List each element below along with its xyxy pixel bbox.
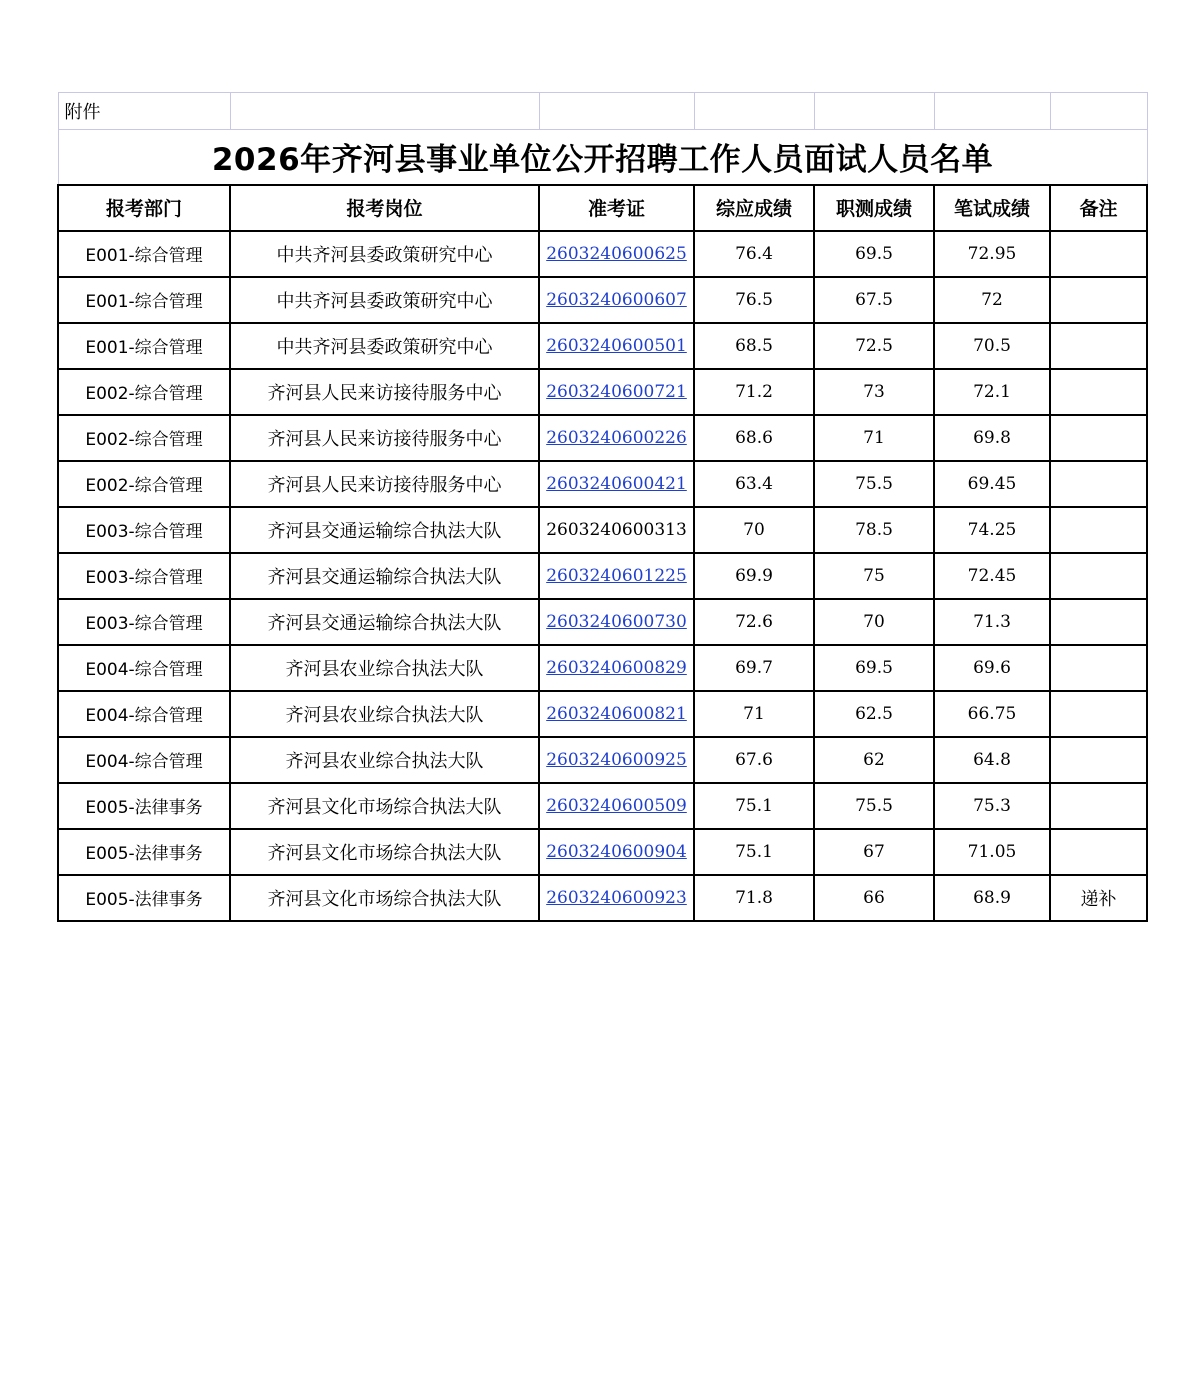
post-cell: 齐河县人民来访接待服务中心 <box>230 415 539 461</box>
zy-score-cell: 70 <box>694 507 814 553</box>
written-score-cell: 68.9 <box>934 875 1050 921</box>
note-cell <box>1050 783 1147 829</box>
dept-cell: E003-综合管理 <box>58 507 230 553</box>
ticket-link[interactable]: 2603240600509 <box>546 795 687 816</box>
written-score-cell: 64.8 <box>934 737 1050 783</box>
note-cell <box>1050 553 1147 599</box>
note-cell <box>1050 461 1147 507</box>
zy-score-cell: 71.2 <box>694 369 814 415</box>
zc-score-cell: 69.5 <box>814 645 934 691</box>
post-cell: 齐河县文化市场综合执法大队 <box>230 783 539 829</box>
zy-score-cell: 69.7 <box>694 645 814 691</box>
empty-cell <box>694 93 814 130</box>
attachment-row <box>58 93 1147 130</box>
header-zy-score: 综应成绩 <box>694 185 814 231</box>
zc-score-cell: 71 <box>814 415 934 461</box>
dept-cell: E004-综合管理 <box>58 691 230 737</box>
table-row <box>58 645 1147 691</box>
interview-list-table <box>57 92 1148 922</box>
dept-cell: E002-综合管理 <box>58 461 230 507</box>
written-score-cell: 75.3 <box>934 783 1050 829</box>
ticket-cell[interactable] <box>539 461 694 507</box>
table-row <box>58 231 1147 277</box>
ticket-link[interactable]: 2603240600821 <box>546 703 687 724</box>
zc-score-cell: 67 <box>814 829 934 875</box>
table-row <box>58 875 1147 921</box>
table-row <box>58 277 1147 323</box>
note-cell <box>1050 231 1147 277</box>
zy-score-cell: 71 <box>694 691 814 737</box>
zy-score-cell: 69.9 <box>694 553 814 599</box>
table-row <box>58 691 1147 737</box>
post-cell: 齐河县交通运输综合执法大队 <box>230 599 539 645</box>
zc-score-cell: 70 <box>814 599 934 645</box>
post-cell: 齐河县文化市场综合执法大队 <box>230 875 539 921</box>
written-score-cell: 72.95 <box>934 231 1050 277</box>
ticket-cell[interactable] <box>539 323 694 369</box>
zc-score-cell: 69.5 <box>814 231 934 277</box>
note-cell <box>1050 277 1147 323</box>
ticket-cell[interactable] <box>539 737 694 783</box>
ticket-cell[interactable] <box>539 691 694 737</box>
written-score-cell: 69.8 <box>934 415 1050 461</box>
table-row <box>58 783 1147 829</box>
ticket-link[interactable]: 2603240600904 <box>546 841 687 862</box>
post-cell: 齐河县农业综合执法大队 <box>230 645 539 691</box>
zy-score-cell: 76.5 <box>694 277 814 323</box>
table-row <box>58 323 1147 369</box>
ticket-cell[interactable] <box>539 553 694 599</box>
empty-cell <box>230 93 539 130</box>
post-cell: 齐河县文化市场综合执法大队 <box>230 829 539 875</box>
note-cell <box>1050 829 1147 875</box>
zc-score-cell: 73 <box>814 369 934 415</box>
ticket-link[interactable]: 2603240600501 <box>546 335 687 356</box>
zy-score-cell: 63.4 <box>694 461 814 507</box>
header-written-score: 笔试成绩 <box>934 185 1050 231</box>
note-cell <box>1050 507 1147 553</box>
dept-cell: E003-综合管理 <box>58 553 230 599</box>
note-cell <box>1050 737 1147 783</box>
post-cell: 齐河县人民来访接待服务中心 <box>230 369 539 415</box>
zy-score-cell: 75.1 <box>694 783 814 829</box>
zc-score-cell: 66 <box>814 875 934 921</box>
post-cell: 中共齐河县委政策研究中心 <box>230 323 539 369</box>
ticket-cell[interactable] <box>539 783 694 829</box>
post-cell: 齐河县人民来访接待服务中心 <box>230 461 539 507</box>
zc-score-cell: 67.5 <box>814 277 934 323</box>
written-score-cell: 71.3 <box>934 599 1050 645</box>
written-score-cell: 71.05 <box>934 829 1050 875</box>
ticket-link[interactable]: 2603240600226 <box>546 427 687 448</box>
ticket-cell[interactable] <box>539 369 694 415</box>
zy-score-cell: 68.6 <box>694 415 814 461</box>
ticket-cell[interactable] <box>539 231 694 277</box>
note-cell <box>1050 691 1147 737</box>
table-row <box>58 553 1147 599</box>
dept-cell: E004-综合管理 <box>58 737 230 783</box>
post-cell: 齐河县交通运输综合执法大队 <box>230 553 539 599</box>
dept-cell: E004-综合管理 <box>58 645 230 691</box>
dept-cell: E001-综合管理 <box>58 277 230 323</box>
zc-score-cell: 62 <box>814 737 934 783</box>
ticket-link[interactable]: 2603240600625 <box>546 243 687 264</box>
ticket-number: 2603240600313 <box>546 519 687 540</box>
ticket-cell[interactable] <box>539 599 694 645</box>
written-score-cell: 74.25 <box>934 507 1050 553</box>
zy-score-cell: 71.8 <box>694 875 814 921</box>
table-row <box>58 507 1147 553</box>
written-score-cell: 70.5 <box>934 323 1050 369</box>
ticket-cell[interactable] <box>539 277 694 323</box>
empty-cell <box>934 93 1050 130</box>
ticket-link[interactable]: 2603240600923 <box>546 887 687 908</box>
post-cell: 中共齐河县委政策研究中心 <box>230 277 539 323</box>
written-score-cell: 69.6 <box>934 645 1050 691</box>
written-score-cell: 72.45 <box>934 553 1050 599</box>
ticket-link[interactable]: 2603240600607 <box>546 289 687 310</box>
empty-cell <box>814 93 934 130</box>
ticket-cell <box>539 507 694 553</box>
ticket-cell[interactable] <box>539 875 694 921</box>
table-row <box>58 829 1147 875</box>
post-cell: 齐河县交通运输综合执法大队 <box>230 507 539 553</box>
written-score-cell: 72 <box>934 277 1050 323</box>
ticket-link[interactable]: 2603240601225 <box>546 565 687 586</box>
zy-score-cell: 67.6 <box>694 737 814 783</box>
zc-score-cell: 75.5 <box>814 783 934 829</box>
ticket-link[interactable]: 2603240600730 <box>546 611 687 632</box>
ticket-cell[interactable] <box>539 829 694 875</box>
ticket-cell[interactable] <box>539 415 694 461</box>
header-zc-score: 职测成绩 <box>814 185 934 231</box>
ticket-cell[interactable] <box>539 645 694 691</box>
dept-cell: E002-综合管理 <box>58 369 230 415</box>
zy-score-cell: 75.1 <box>694 829 814 875</box>
dept-cell: E005-法律事务 <box>58 875 230 921</box>
written-score-cell: 72.1 <box>934 369 1050 415</box>
dept-cell: E001-综合管理 <box>58 323 230 369</box>
zy-score-cell: 76.4 <box>694 231 814 277</box>
note-cell <box>1050 645 1147 691</box>
note-cell: 递补 <box>1050 875 1147 921</box>
table-row <box>58 599 1147 645</box>
table-row <box>58 737 1147 783</box>
header-dept: 报考部门 <box>58 185 230 231</box>
note-cell <box>1050 323 1147 369</box>
ticket-link[interactable]: 2603240600421 <box>546 473 687 494</box>
zc-score-cell: 75 <box>814 553 934 599</box>
zc-score-cell: 75.5 <box>814 461 934 507</box>
note-cell <box>1050 599 1147 645</box>
dept-cell: E003-综合管理 <box>58 599 230 645</box>
attachment-label: 附件 <box>58 93 230 130</box>
table-row <box>58 461 1147 507</box>
post-cell: 齐河县农业综合执法大队 <box>230 737 539 783</box>
table-row <box>58 369 1147 415</box>
post-cell: 齐河县农业综合执法大队 <box>230 691 539 737</box>
header-post: 报考岗位 <box>230 185 539 231</box>
header-row <box>58 185 1147 231</box>
zc-score-cell: 72.5 <box>814 323 934 369</box>
empty-cell <box>539 93 694 130</box>
ticket-link[interactable]: 2603240600829 <box>546 657 687 678</box>
document-title: 2026年齐河县事业单位公开招聘工作人员面试人员名单 <box>58 130 1147 185</box>
empty-cell <box>1050 93 1147 130</box>
dept-cell: E005-法律事务 <box>58 829 230 875</box>
ticket-link[interactable]: 2603240600721 <box>546 381 687 402</box>
zy-score-cell: 72.6 <box>694 599 814 645</box>
post-cell: 中共齐河县委政策研究中心 <box>230 231 539 277</box>
ticket-link[interactable]: 2603240600925 <box>546 749 687 770</box>
written-score-cell: 69.45 <box>934 461 1050 507</box>
dept-cell: E002-综合管理 <box>58 415 230 461</box>
zc-score-cell: 62.5 <box>814 691 934 737</box>
title-row <box>58 130 1147 185</box>
header-ticket: 准考证 <box>539 185 694 231</box>
header-note: 备注 <box>1050 185 1147 231</box>
zc-score-cell: 78.5 <box>814 507 934 553</box>
note-cell <box>1050 369 1147 415</box>
table-row <box>58 415 1147 461</box>
written-score-cell: 66.75 <box>934 691 1050 737</box>
dept-cell: E005-法律事务 <box>58 783 230 829</box>
dept-cell: E001-综合管理 <box>58 231 230 277</box>
note-cell <box>1050 415 1147 461</box>
zy-score-cell: 68.5 <box>694 323 814 369</box>
